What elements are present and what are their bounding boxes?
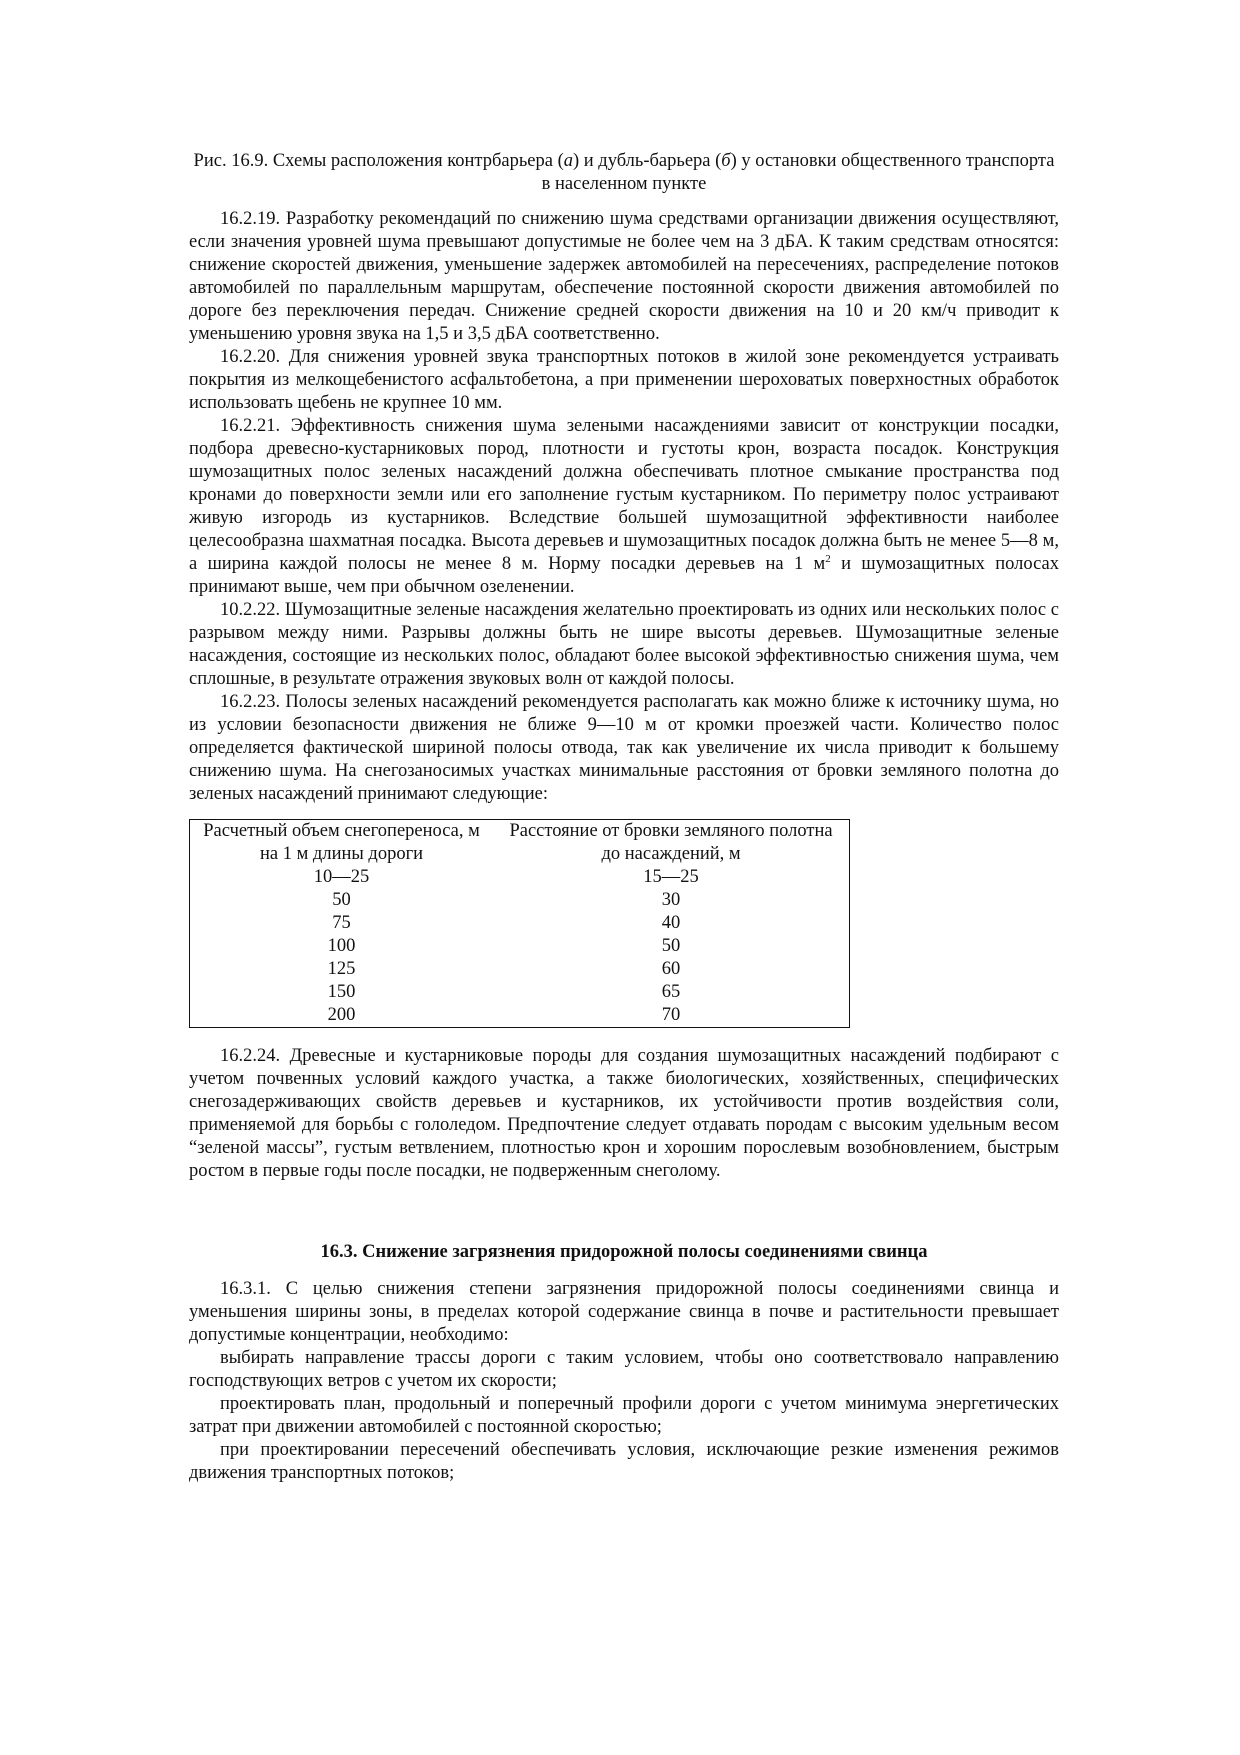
figure-caption bbox=[189, 150, 1059, 196]
cell-volume: 125 bbox=[327, 959, 356, 979]
cell-volume: 150 bbox=[327, 982, 356, 1002]
cell-volume: 50 bbox=[332, 890, 351, 910]
header-snow-volume: Расчетный объем снегопереноса, м на 1 м длины дороги bbox=[203, 821, 480, 864]
paragraph-16-2-21-text-b: и шумозащитных полосах принимают выше, чем при обычном озеленении. bbox=[189, 554, 1059, 597]
paragraph-16-2-20: 16.2.20. Для снижения уровней звука транспортных потоков в жилой зоне рекомендуется устраивать покрытия из мелкощебенистого асфальтобетона, а при применении шероховатых поверхностных обработок использовать щебень не крупнее 10 мм. bbox=[189, 347, 1059, 413]
table-row bbox=[190, 912, 850, 935]
table-row bbox=[190, 958, 850, 981]
caption-text-2: ) и дубль-барьера ( bbox=[573, 151, 722, 171]
header-distance: Расстояние от бровки земляного полотна до насаждений, м bbox=[509, 821, 833, 864]
cell-volume: 10—25 bbox=[313, 867, 370, 887]
snow-distance-table bbox=[189, 819, 850, 1028]
section-heading: 16.3. Снижение загрязнения придорожной полосы соединениями свинца bbox=[320, 1242, 928, 1262]
cell-volume: 200 bbox=[327, 1005, 356, 1025]
cell-distance: 65 bbox=[661, 982, 681, 1002]
cell-distance: 30 bbox=[661, 890, 681, 910]
cell-distance: 70 bbox=[661, 1005, 681, 1025]
caption-label-b: б bbox=[721, 151, 731, 171]
paragraph-16-2-24: 16.2.24. Древесные и кустарниковые породы для создания шумозащитных насаждений подбирают с учетом почвенных условий каждого участка, а также биологических, хозяйственных, специфических снегозадерживающих свойств деревьев и кустарников, их устойчивости против воздействия соли, применяемой для борьбы с гололедом. Предпочтение следует отдавать породам с высоким удельным весом “зеленой массы”, густым ветвлением, плотностью крон и хорошим порослевым возобновлением, быстрым ростом в первые годы после посадки, не подверженным снеголому. bbox=[189, 1046, 1059, 1181]
square-superscript: 2 bbox=[825, 553, 831, 565]
table-header-row bbox=[190, 820, 850, 867]
document-page bbox=[189, 150, 1059, 1485]
paragraph-16-2-19: 16.2.19. Разработку рекомендаций по снижению шума средствами организации движения осуществляют, если значения уровней шума превышают допустимые не более чем на 3 дБА. К таким средствам относятся: снижение скоростей движения, уменьшение задержек автомобилей на пересечениях, распределение потоков автомобилей по параллельным маршрутам, обеспечение постоянной скорости движения автомобилей по дороге без переключения передач. Снижение средней скорости движения на 10 и 20 км/ч приводит к уменьшению уровня звука на 1,5 и 3,5 дБА соответственно. bbox=[189, 209, 1059, 344]
table-row bbox=[190, 1004, 850, 1028]
caption-text-1: Рис. 16.9. Схемы расположения контрбарьера ( bbox=[193, 151, 564, 171]
table-row bbox=[190, 866, 850, 889]
cell-volume: 75 bbox=[332, 913, 351, 933]
table-row bbox=[190, 889, 850, 912]
cell-distance: 60 bbox=[661, 959, 681, 979]
cell-distance: 15—25 bbox=[643, 867, 699, 887]
caption-label-a: а bbox=[563, 151, 573, 171]
paragraph-16-2-21-text-a: 16.2.21. Эффективность снижения шума зелеными насаждениями зависит от конструкции посадки, подбора древесно-кустарниковых пород, плотности и густоты крон, возраста посадок. Конструкция шумозащитных полос зеленых насаждений должна обеспечивать плотное смыкание пространства под кронами до поверхности земли или его заполнение густым кустарником. По периметру полос устраивают живую изгородь из кустарников. Вследствие большей шумозащитной эффективности наиболее целесообразна шахматная посадка. Высота деревьев и шумозащитных посадок должна быть не менее 5—8 м, а ширина каждой полосы не менее 8 м. Норму посадки деревьев на 1 м bbox=[189, 416, 1059, 574]
table-row bbox=[190, 935, 850, 958]
paragraph-16-2-21 bbox=[189, 415, 1059, 599]
caption-text-3: ) у остановки общественного транспорта в населенном пункте bbox=[541, 151, 1055, 194]
paragraph-16-3-1: 16.3.1. С целью снижения степени загрязнения придорожной полосы соединениями свинца и уменьшения ширины зоны, в пределах которой содержание свинца в почве и растительности превышает допустимые концентрации, необходимо: bbox=[189, 1279, 1059, 1345]
paragraph-10-2-22: 10.2.22. Шумозащитные зеленые насаждения желательно проектировать из одних или нескольких полос с разрывом между ними. Разрывы должны быть не шире высоты деревьев. Шумозащитные зеленые насаждения, состоящие из нескольких полос, обладают более высокой эффективностью снижения шума, чем сплошные, в результате отражения звуковых волн от каждой полосы. bbox=[189, 600, 1059, 689]
table-row bbox=[190, 981, 850, 1004]
cell-distance: 40 bbox=[661, 913, 681, 933]
paragraph-16-2-23: 16.2.23. Полосы зеленых насаждений рекомендуется располагать как можно ближе к источнику шума, но из условии безопасности движения не ближе 9—10 м от кромки проезжей части. Количество полос определяется фактической шириной полосы отвода, так как увеличение их числа приводит к большему снижению шума. На снегозаносимых участках минимальные расстояния от бровки земляного полотна до зеленых насаждений принимают следующие: bbox=[189, 692, 1059, 804]
list-item: проектировать план, продольный и поперечный профили дороги с учетом минимума энергетических затрат при движении автомобилей с постоянной скоростью; bbox=[189, 1394, 1059, 1437]
cell-distance: 50 bbox=[661, 936, 681, 956]
list-item: при проектировании пересечений обеспечивать условия, исключающие резкие изменения режимов движения транспортных потоков; bbox=[189, 1440, 1059, 1483]
cell-volume: 100 bbox=[327, 936, 356, 956]
list-item: выбирать направление трассы дороги с таким условием, чтобы оно соответствовало направлению господствующих ветров с учетом их скорости; bbox=[189, 1348, 1059, 1391]
